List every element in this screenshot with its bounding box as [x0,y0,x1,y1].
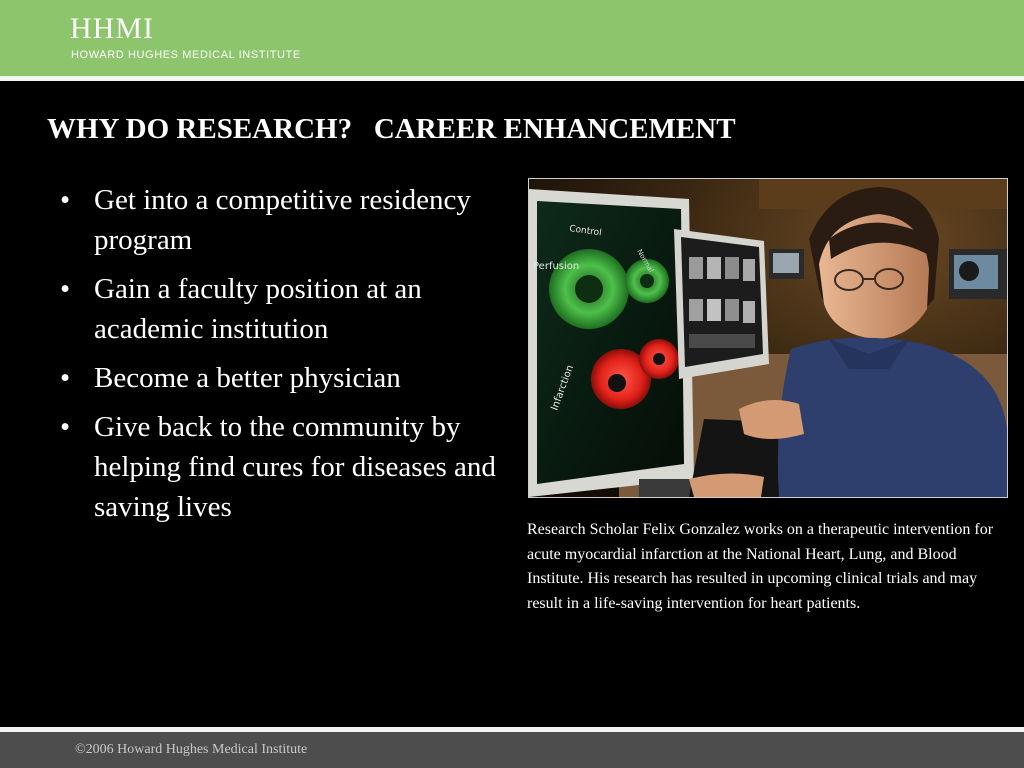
bullet-text: Gain a faculty position at an academic institution [94,273,422,345]
bullet-item [60,407,500,527]
copyright-text: ©2006 Howard Hughes Medical Institute [75,742,308,757]
bullet-item [60,358,500,398]
bullet-text: Become a better physician [94,362,401,394]
bullet-text: Give back to the community by helping find cures for diseases and saving lives [94,411,496,523]
researcher-photo-illustration [529,179,1007,497]
bullet-marker: • [60,362,71,394]
hhmi-logo-subtitle: HOWARD HUGHES MEDICAL INSTITUTE [71,49,301,61]
bullet-marker: • [60,273,71,305]
bullet-item [60,269,500,349]
bullet-list [60,180,500,536]
bullet-item [60,180,500,260]
bullet-marker: • [60,184,71,216]
photo-caption: Research Scholar Felix Gonzalez works on a therapeutic intervention for acute myocardial infarction at the National Heart, Lung, and Blood Institute. His research has resulted in upcoming clinical trials and may result in a life-saving intervention for heart patients. [527,521,994,612]
hhmi-logo: HHMI [70,12,154,45]
monitor-label-infarction: Infarction [549,363,577,413]
bullet-marker: • [60,411,71,443]
header-divider [0,76,1024,81]
monitor-label-normal: Normal [635,248,655,274]
monitor-label-control: Control [568,224,603,239]
researcher-photo [528,178,1008,498]
bullet-text: Get into a competitive residency program [94,184,471,256]
monitor-label-perfusion: Perfusion [533,261,580,272]
slide-title: WHY DO RESEARCH? CAREER ENHANCEMENT [47,113,736,145]
footer-band [0,732,1024,768]
header-band [0,0,1024,76]
